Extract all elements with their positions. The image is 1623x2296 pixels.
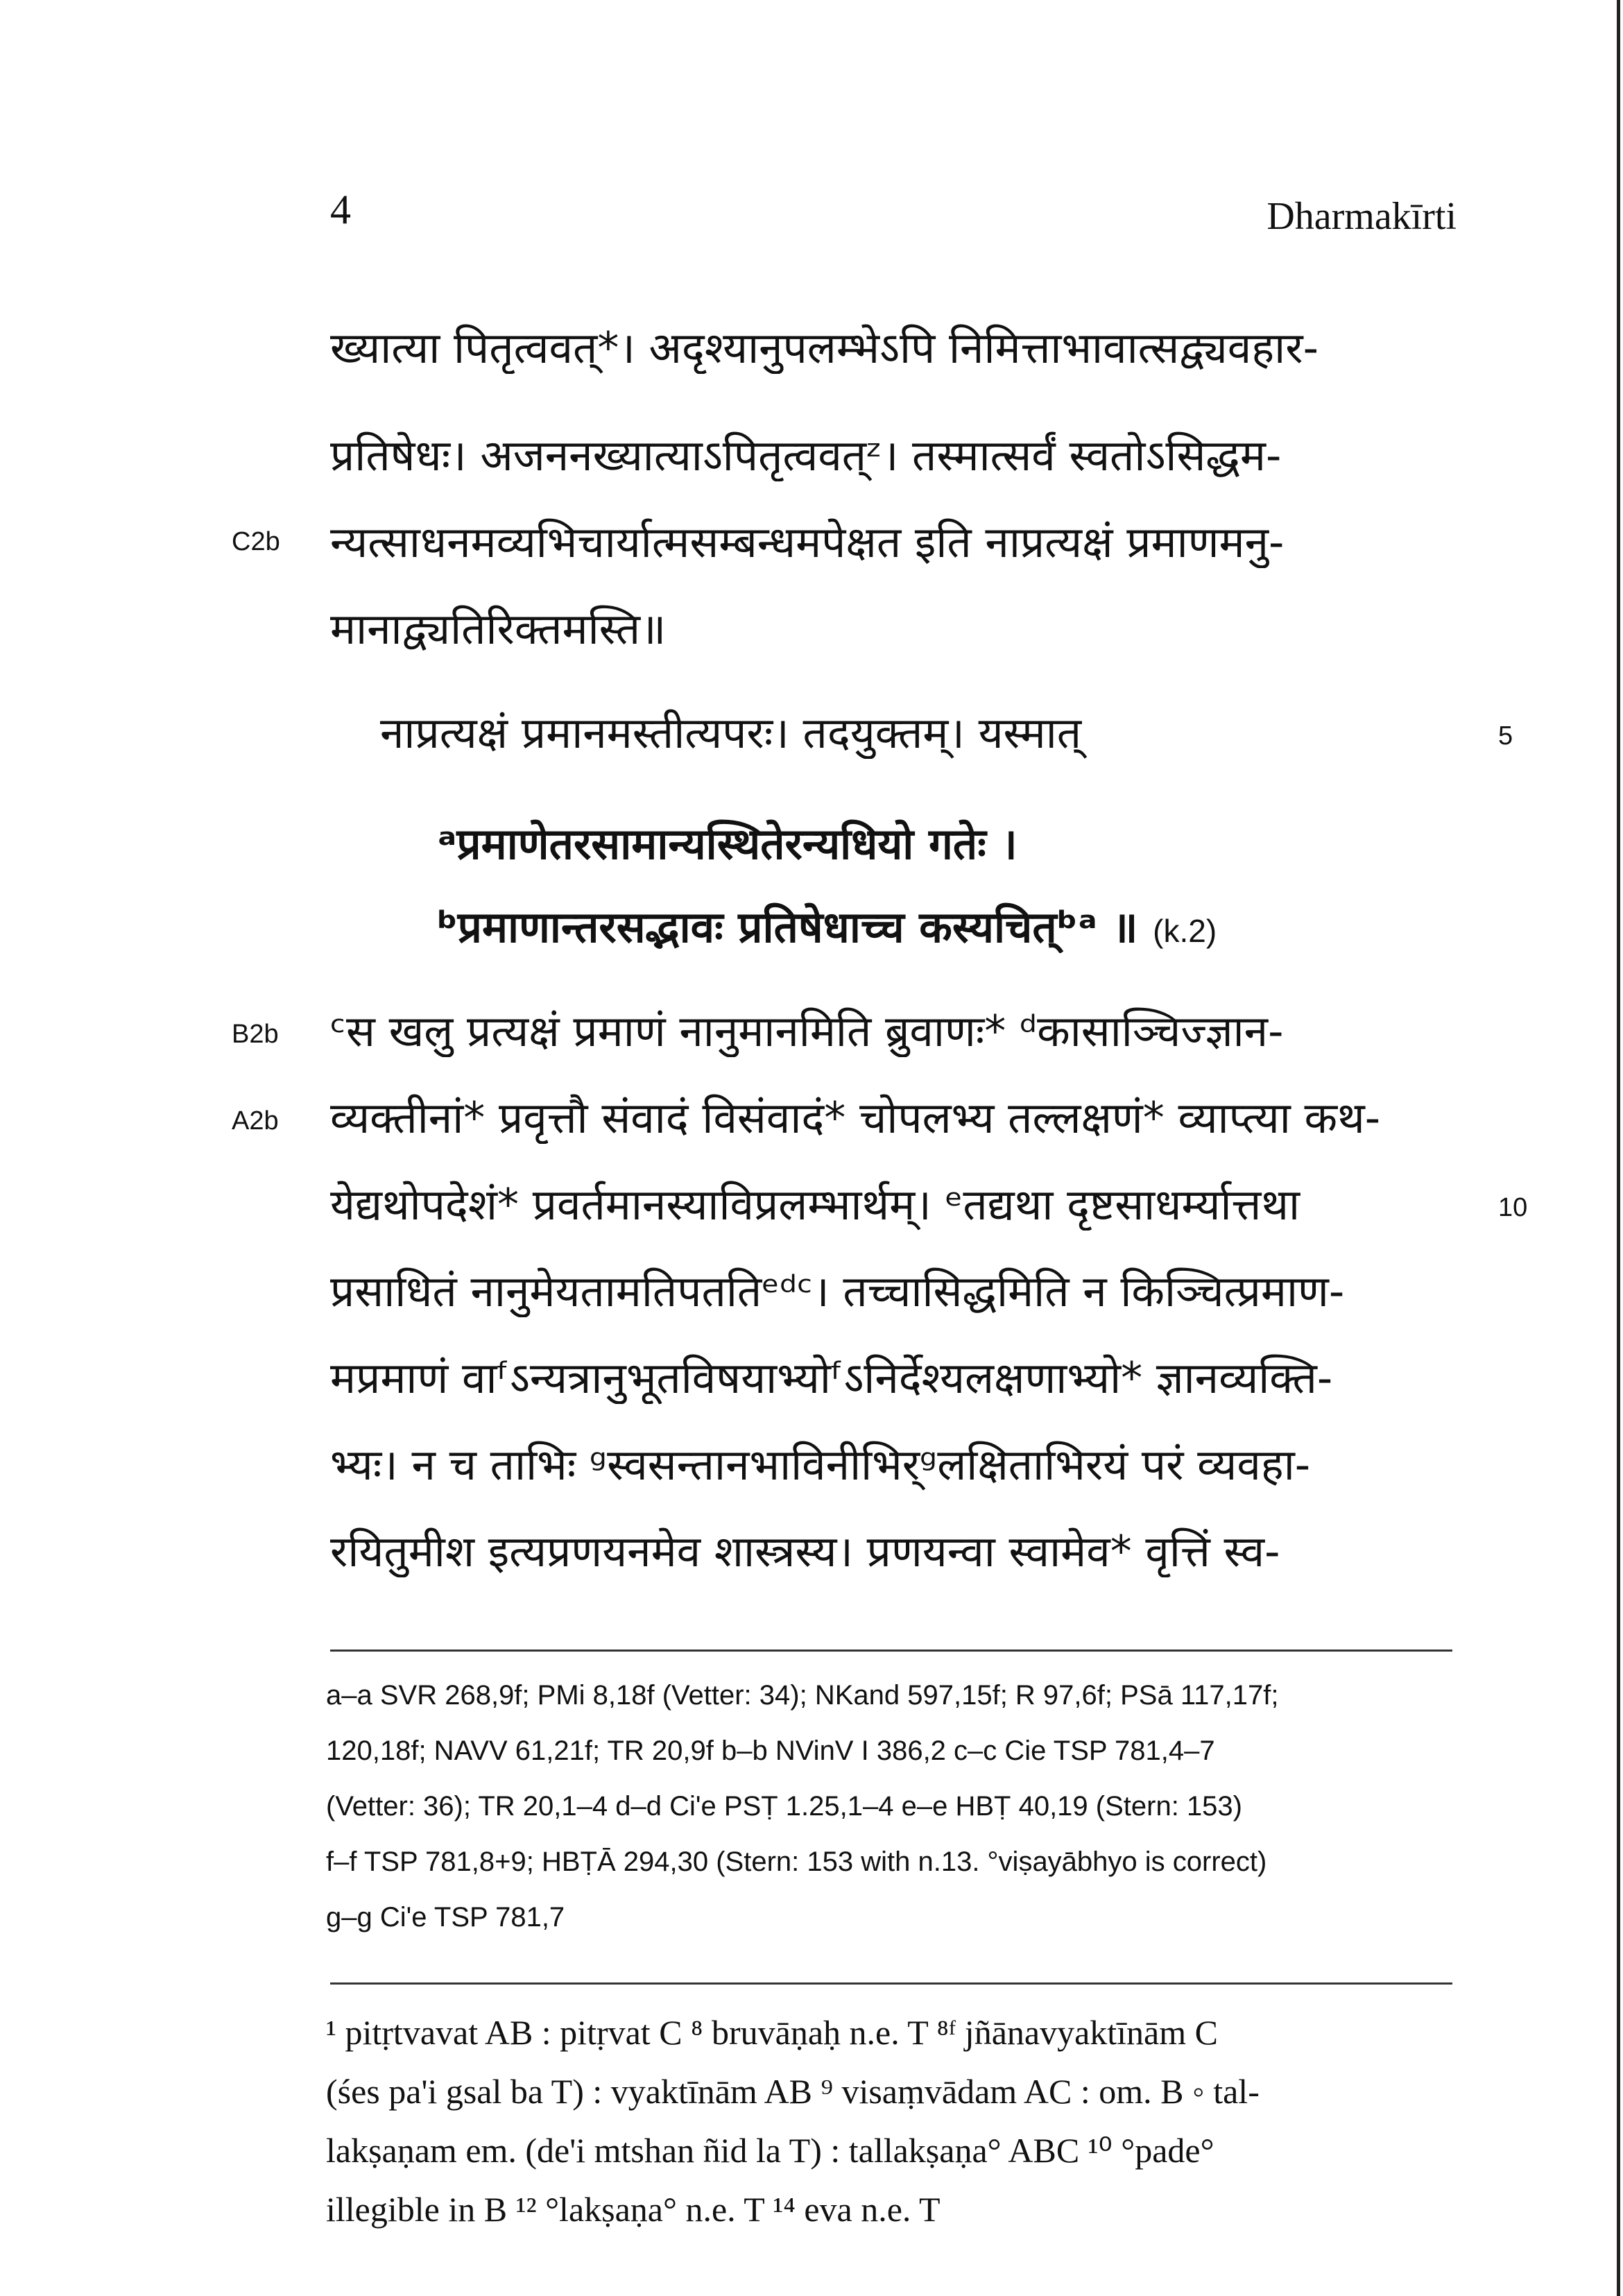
testimonia-line-2: 120,18f; NAVV 61,21f; TR 20,9f b–b NVinV I 386,2 c–c Cie TSP 781,4–7 [326,1736,1215,1766]
apparatus-line-1: ¹ pitṛtvavat AB : pitṛvat C ⁸ bruvāṇaḥ n.e. T ⁸ᶠ jñānavyaktīnām C [326,2013,1218,2052]
margin-siglum-a2b: A2b [232,1106,279,1136]
apparatus-divider [330,1982,1452,1985]
apparatus-line-3: lakṣaṇam em. (de'i mtshan ñid la T) : tallakṣaṇa° ABC ¹⁰ °pade° [326,2131,1214,2170]
commentary-line-6: भ्यः। न च ताभिः ᵍस्वसन्तानभाविनीभिर्ᵍलक्षिताभिरयं परं व्यवहा- [330,1439,1311,1490]
page-edge-shadow [1617,0,1620,2296]
margin-siglum-c2b: C2b [232,527,280,556]
commentary-line-2: व्यक्तीनां* प्रवृत्तौ संवादं विसंवादं* चोपलभ्य तल्लक्षणं* व्याप्त्या कथ- [330,1093,1381,1143]
testimonia-divider [330,1650,1452,1652]
apparatus-line-4: illegible in B ¹² °lakṣaṇa° n.e. T ¹⁴ eva n.e. T [326,2190,941,2229]
commentary-line-3: येद्यथोपदेशं* प्रवर्तमानस्याविप्रलम्भार्थम्। ᵉतद्यथा दृष्टसाधर्म्यात्तथा [330,1179,1300,1230]
testimonia-line-3: (Vetter: 36); TR 20,1–4 d–d Ci'e PSṬ 1.25,1–4 e–e HBṬ 40,19 (Stern: 153) [326,1791,1242,1822]
page-number: 4 [330,187,351,232]
commentary-line-4: प्रसाधितं नानुमेयतामतिपततिᵉᵈᶜ। तच्चासिद्धमिति न किञ्चित्प्रमाण- [330,1266,1345,1317]
verse-line-2-text: ᵇप्रमाणान्तरसद्भावः प्रतिषेधाच्च कस्यचित्ᵇᵃ ॥ [437,902,1138,952]
testimonia-line-4: f–f TSP 781,8+9; HBṬĀ 294,30 (Stern: 153 with n.13. °viṣayābhyo is correct) [326,1847,1267,1877]
running-title: Dharmakīrti [1266,195,1457,238]
line-number-10: 10 [1498,1193,1528,1222]
commentary-line-7: रयितुमीश इत्यप्रणयनमेव शास्त्रस्य। प्रणयन्वा स्वामेव* वृत्तिं स्व- [330,1526,1280,1577]
verse-line-2 [437,902,1561,953]
text-line-4: मानाद्व्यतिरिक्तमस्ति॥ [330,603,667,654]
verse-intro-line: नाप्रत्यक्षं प्रमानमस्तीत्यपरः। तदयुक्तम्। यस्मात् [380,708,1082,758]
verse-line-1: ᵃप्रमाणेतरसामान्यस्थितेरन्यधियो गतेः । [437,819,1017,869]
text-line-3: न्यत्साधनमव्यभिचार्यात्मसम्बन्धमपेक्षत इति नाप्रत्यक्षं प्रमाणमनु- [330,517,1285,567]
commentary-line-1: ᶜस खलु प्रत्यक्षं प्रमाणं नानुमानमिति ब्रुवाणः* ᵈकासाञ्चिज्ज्ञान- [330,1006,1284,1056]
apparatus-line-2: (śes pa'i gsal ba T) : vyaktīnām AB ⁹ visaṃvādam AC : om. B ◦ tal- [326,2072,1260,2111]
text-line-2: प्रतिषेधः। अजननख्यात्याऽपितृत्ववत्ᶻ। तस्मात्सर्वं स्वतोऽसिद्धम- [330,430,1282,481]
margin-siglum-b2b: B2b [232,1020,279,1049]
verse-reference: (k.2) [1153,913,1217,949]
commentary-line-5: मप्रमाणं वाᶠऽन्यत्रानुभूतविषयाभ्योᶠऽनिर्देश्यलक्षणाभ्यो* ज्ञानव्यक्ति- [330,1353,1333,1403]
line-number-5: 5 [1498,721,1513,751]
testimonia-line-5: g–g Ci'e TSP 781,7 [326,1902,565,1933]
text-line-1: ख्यात्या पितृत्ववत्*। अदृश्यानुपलम्भेऽपि निमित्ताभावात्सद्व्यवहार- [330,323,1319,373]
testimonia-line-1: a–a SVR 268,9f; PMi 8,18f (Vetter: 34); NKand 597,15f; R 97,6f; PSā 117,17f; [326,1680,1279,1711]
